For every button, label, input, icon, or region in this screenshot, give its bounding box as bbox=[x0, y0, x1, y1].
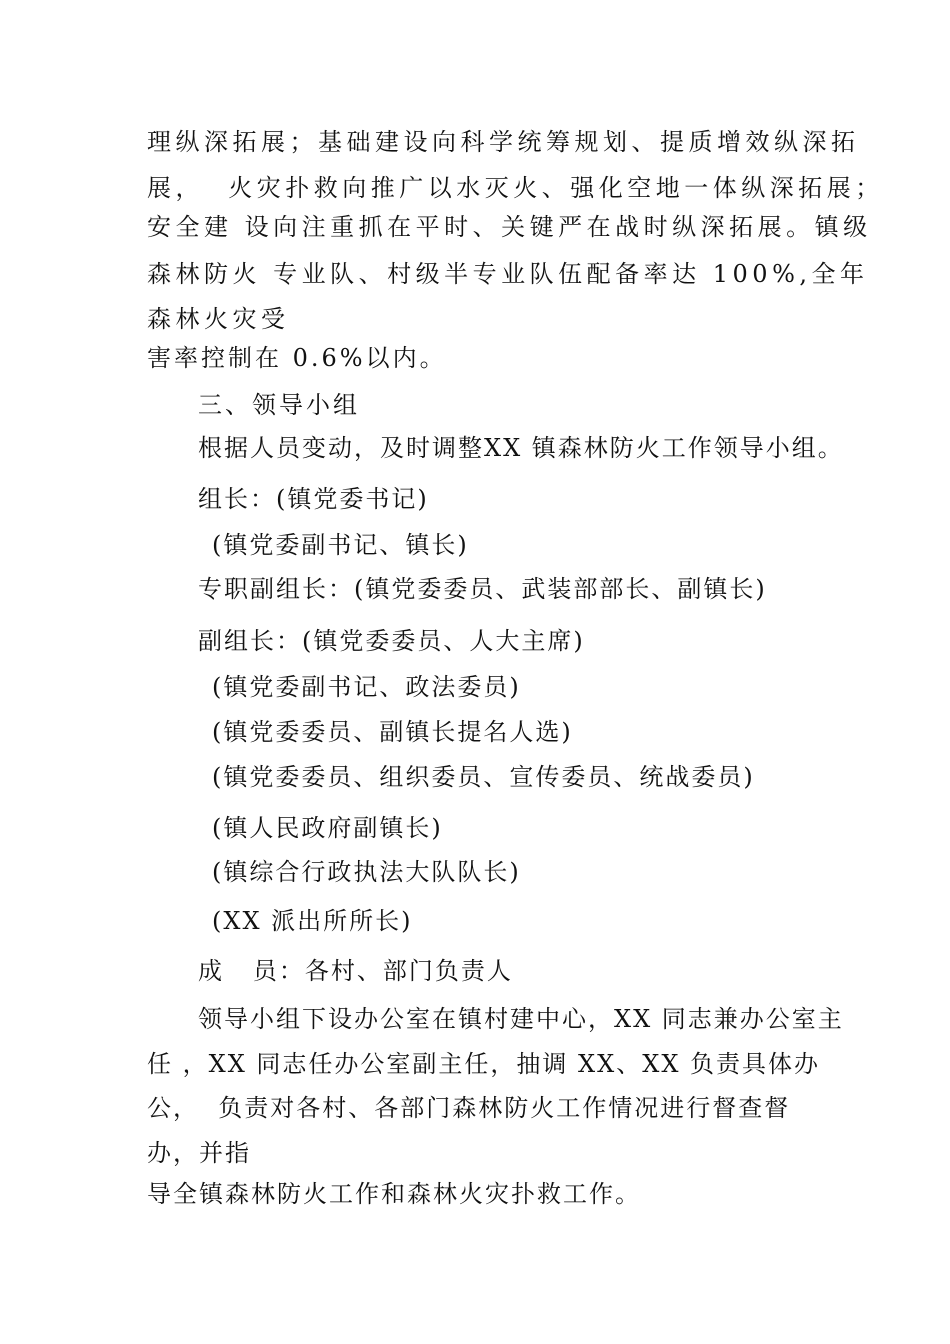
text-line-6: 害率控制在 0.6%以内。 bbox=[147, 344, 447, 372]
member-line-1: 组长：(镇党委书记) bbox=[198, 485, 429, 513]
text-line-2: 展， 火灾扑救向推广以水灭火、强化空地一体纵深拓展； bbox=[147, 174, 884, 202]
text-line-22: 公， 负责对各村、各部门森林防火工作情况进行督查督 bbox=[147, 1094, 791, 1122]
member-line-5: (镇党委副书记、政法委员) bbox=[212, 673, 521, 701]
text-line-24: 导全镇森林防火工作和森林火灾扑救工作。 bbox=[147, 1180, 641, 1208]
text-line-21: 任 ，XX 同志任办公室副主任，抽调 XX、XX 负责具体办 bbox=[147, 1050, 821, 1078]
section-heading: 三、领导小组 bbox=[198, 391, 360, 419]
member-line-8: (镇人民政府副镇长) bbox=[212, 814, 443, 842]
member-line-3: 专职副组长：(镇党委委员、武装部部长、副镇长) bbox=[198, 575, 767, 603]
member-line-2: (镇党委副书记、镇长) bbox=[212, 531, 469, 559]
text-line-5: 森林火灾受 bbox=[147, 305, 290, 333]
member-line-7: (镇党委委员、组织委员、宣传委员、统战委员) bbox=[212, 763, 755, 791]
member-line-11: 成 员：各村、部门负责人 bbox=[198, 957, 513, 985]
text-line-3: 安全建 设向注重抓在平时、关键严在战时纵深拓展。镇级 bbox=[147, 213, 872, 241]
text-line-23: 办，并指 bbox=[147, 1139, 251, 1167]
member-line-10: (XX 派出所所长) bbox=[212, 907, 413, 935]
text-line-8: 根据人员变动，及时调整XX 镇森林防火工作领导小组。 bbox=[198, 434, 844, 462]
text-line-20: 领导小组下设办公室在镇村建中心，XX 同志兼办公室主 bbox=[198, 1005, 844, 1033]
member-line-9: (镇综合行政执法大队队长) bbox=[212, 858, 521, 886]
text-line-4: 森林防火 专业队、村级半专业队伍配备率达 100%,全年 bbox=[147, 260, 869, 288]
text-line-1: 理纵深拓展；基础建设向科学统筹规划、提质增效纵深拓 bbox=[147, 128, 860, 156]
member-line-6: (镇党委委员、副镇长提名人选) bbox=[212, 718, 573, 746]
member-line-4: 副组长：(镇党委委员、人大主席) bbox=[198, 627, 585, 655]
